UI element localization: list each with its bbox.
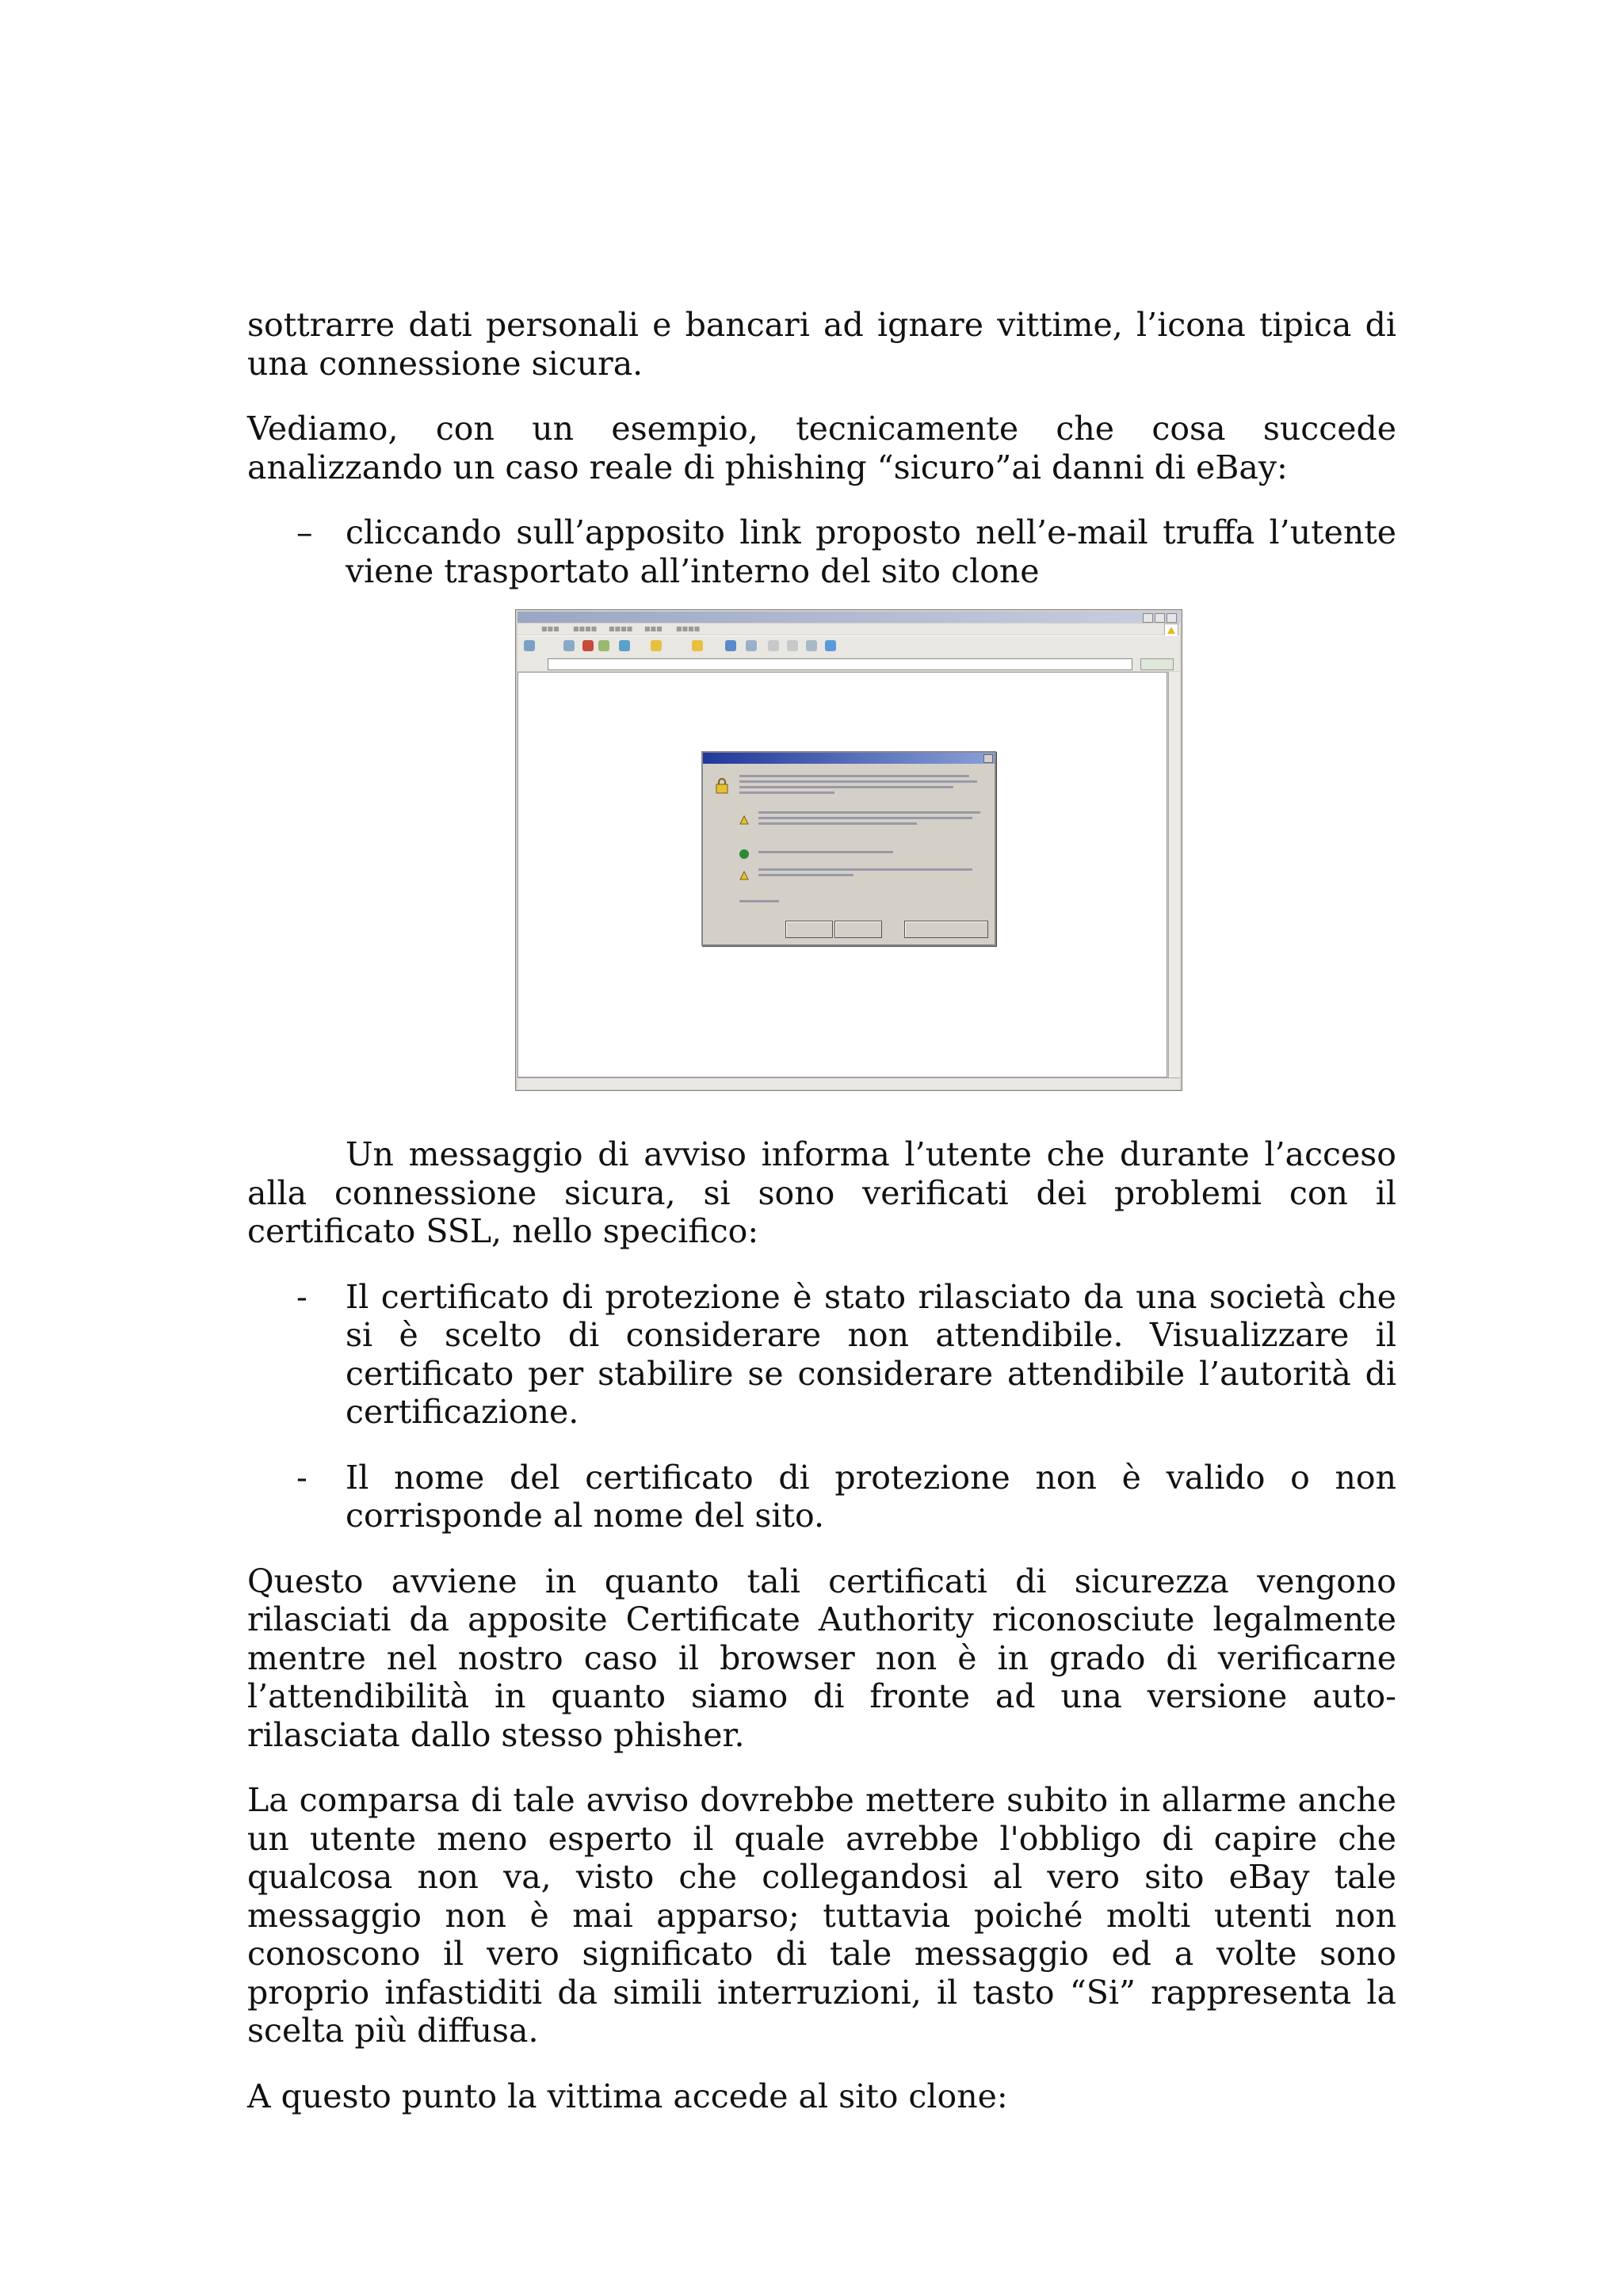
close-icon	[983, 754, 993, 763]
address-field	[548, 658, 1132, 670]
security-alert-dialog	[701, 751, 996, 946]
warning-icon	[739, 813, 749, 822]
paragraph-1: sottrarre dati personali e bancari ad ignare vittime, l’icona tipica di una connessione sicura.	[247, 306, 1396, 383]
status-bar	[517, 1077, 1180, 1089]
bullet-dash: –	[296, 513, 313, 551]
address-bar	[517, 657, 1180, 671]
bullet-item-3	[247, 1459, 1396, 1535]
paragraph-3: Un messaggio di avviso informa l’utente che durante l’acceso alla connessione sicura, si sono verificati dei problemi con il certificato SSL, nello specifico:	[247, 1135, 1396, 1250]
menu-bar: ■■■ ■■■■ ■■■■ ■■■ ■■■■	[517, 624, 1180, 635]
title-bar	[517, 612, 1180, 623]
lock-warning-icon	[712, 776, 731, 795]
vertical-scrollbar	[1168, 672, 1180, 1077]
bullet-text-3: Il nome del certificato di protezione non è valido o non corrisponde al nome del sito.	[346, 1458, 1396, 1535]
paragraph-6: A questo punto la vittima accede al sito clone:	[247, 2077, 1008, 2115]
check-icon	[739, 849, 749, 859]
view-certificate-button	[904, 921, 988, 938]
bullet-text-2: Il certificato di protezione è stato rilasciato da una società che si è scelto di considerare non attendibile. Visualizzare il certificato per stabilire se considerare attendibile l’autorità di certificazione.	[346, 1277, 1396, 1431]
no-button	[834, 921, 882, 938]
paragraph-4: Questo avviene in quanto tali certificati di sicurezza vengono rilasciati da apposite Certificate Authority riconosciute legalmente mentre nel nostro caso il browser non è in grado di verificarne l’attendibilità in quanto siamo di fronte ad una versione auto-rilasciata dallo stesso phisher.	[247, 1562, 1396, 1754]
bullet-dash: -	[296, 1458, 307, 1497]
yes-button	[785, 921, 833, 938]
bullet-item-2	[247, 1278, 1396, 1432]
bullet-item-1	[247, 513, 1396, 590]
paragraph-5: La comparsa di tale avviso dovrebbe mettere subito in allarme anche un utente meno esperto il quale avrebbe l'obbligo di capire che qualcosa non va, visto che collegandosi al vero sito eBay tale messaggio non è mai apparso; tuttavia poiché molti utenti non conoscono il vero significato di tale messaggio ed a volte sono proprio infastiditi da simili interruzioni, il tasto “Si” rappresenta la scelta più diffusa.	[247, 1781, 1396, 2050]
toolbar	[517, 635, 1180, 658]
warning-icon	[739, 868, 749, 878]
go-button	[1140, 658, 1174, 670]
dialog-title-bar	[703, 753, 995, 764]
bullet-dash: -	[296, 1277, 307, 1316]
browser-window	[515, 609, 1182, 1091]
browser-screenshot-figure	[515, 609, 1182, 1091]
bullet-text-1: cliccando sull’apposito link proposto nell’e-mail truffa l’utente viene trasportato all’interno del sito clone	[346, 513, 1396, 590]
document-page	[247, 306, 1396, 2115]
paragraph-2: Vediamo, con un esempio, tecnicamente che cosa succede analizzando un caso reale di phishing “sicuro”ai danni di eBay:	[247, 410, 1396, 486]
